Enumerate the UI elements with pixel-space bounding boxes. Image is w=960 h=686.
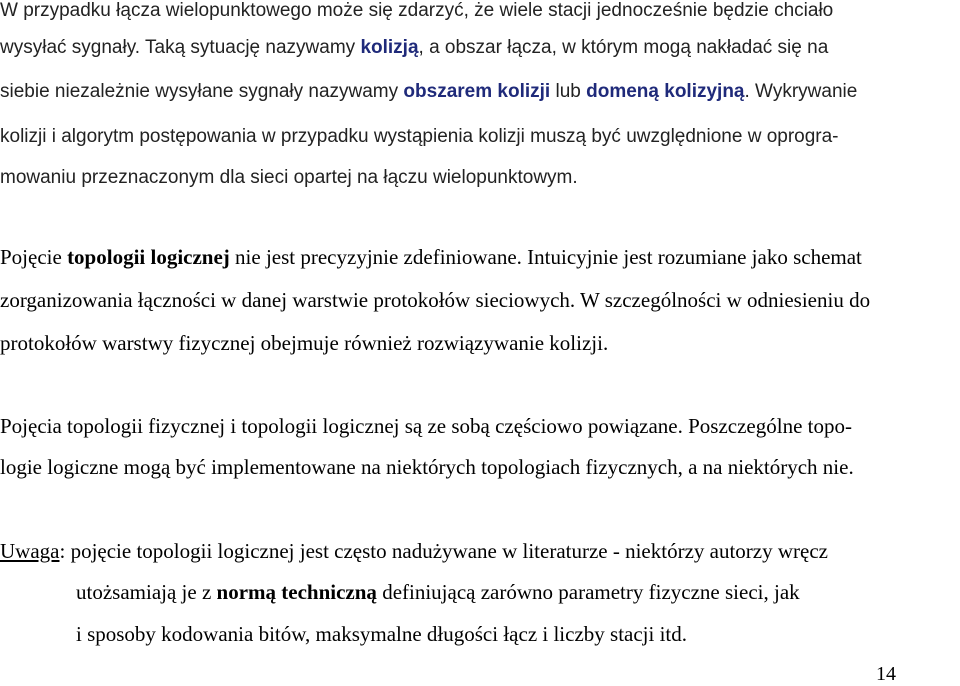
text-line: utożsamiają je z normą techniczną definiującą zarówno parametry fizyczne sieci, jak [76,580,800,604]
term-topologia-logiczna: topologii logicznej [67,245,230,269]
text-line: zorganizowania łączności w danej warstwie protokołów sieciowych. W szczególności w odniesieniu do [0,288,871,312]
text-line: kolizji i algorytm postępowania w przypadku wystąpienia kolizji muszą być uwzględnione w oprogra- [0,126,839,147]
text-line: Uwaga: pojęcie topologii logicznej jest często nadużywane w literaturze - niektórzy autorzy wręcz [0,539,828,563]
text-line: i sposoby kodowania bitów, maksymalne długości łącz i liczby stacji itd. [76,622,688,646]
text-line: mowaniu przeznaczonym dla sieci opartej na łączu wielopunktowym. [0,167,578,188]
text-line: Pojęcie topologii logicznej nie jest precyzyjnie zdefiniowane. Intuicyjnie jest rozumiane jako schemat [0,245,862,269]
text-line: siebie niezależnie wysyłane sygnały nazywamy obszarem kolizji lub domeną kolizyjną. Wykrywanie [0,81,858,102]
note-label: Uwaga [0,539,60,563]
term-kolizja: kolizją [360,37,419,58]
text-line: logie logiczne mogą być implementowane na niektórych topologiach fizycznych, a na niektórych nie. [0,455,854,479]
term-norma-techniczna: normą techniczną [216,580,377,604]
text-line: Pojęcia topologii fizycznej i topologii logicznej są ze sobą częściowo powiązane. Poszczególne topo- [0,414,852,438]
term-domena-kolizyjna: domeną kolizyjną [586,81,745,102]
text-line: protokołów warstwy fizycznej obejmuje również rozwiązywanie kolizji. [0,331,609,355]
term-obszar-kolizji: obszarem kolizji [403,81,551,102]
text-line: wysyłać sygnały. Taką sytuację nazywamy kolizją, a obszar łącza, w którym mogą nakładać się na [0,37,829,58]
text-line: W przypadku łącza wielopunktowego może się zdarzyć, że wiele stacji jednocześnie będzie chciało [0,0,834,21]
page-number: 14 [876,663,896,685]
